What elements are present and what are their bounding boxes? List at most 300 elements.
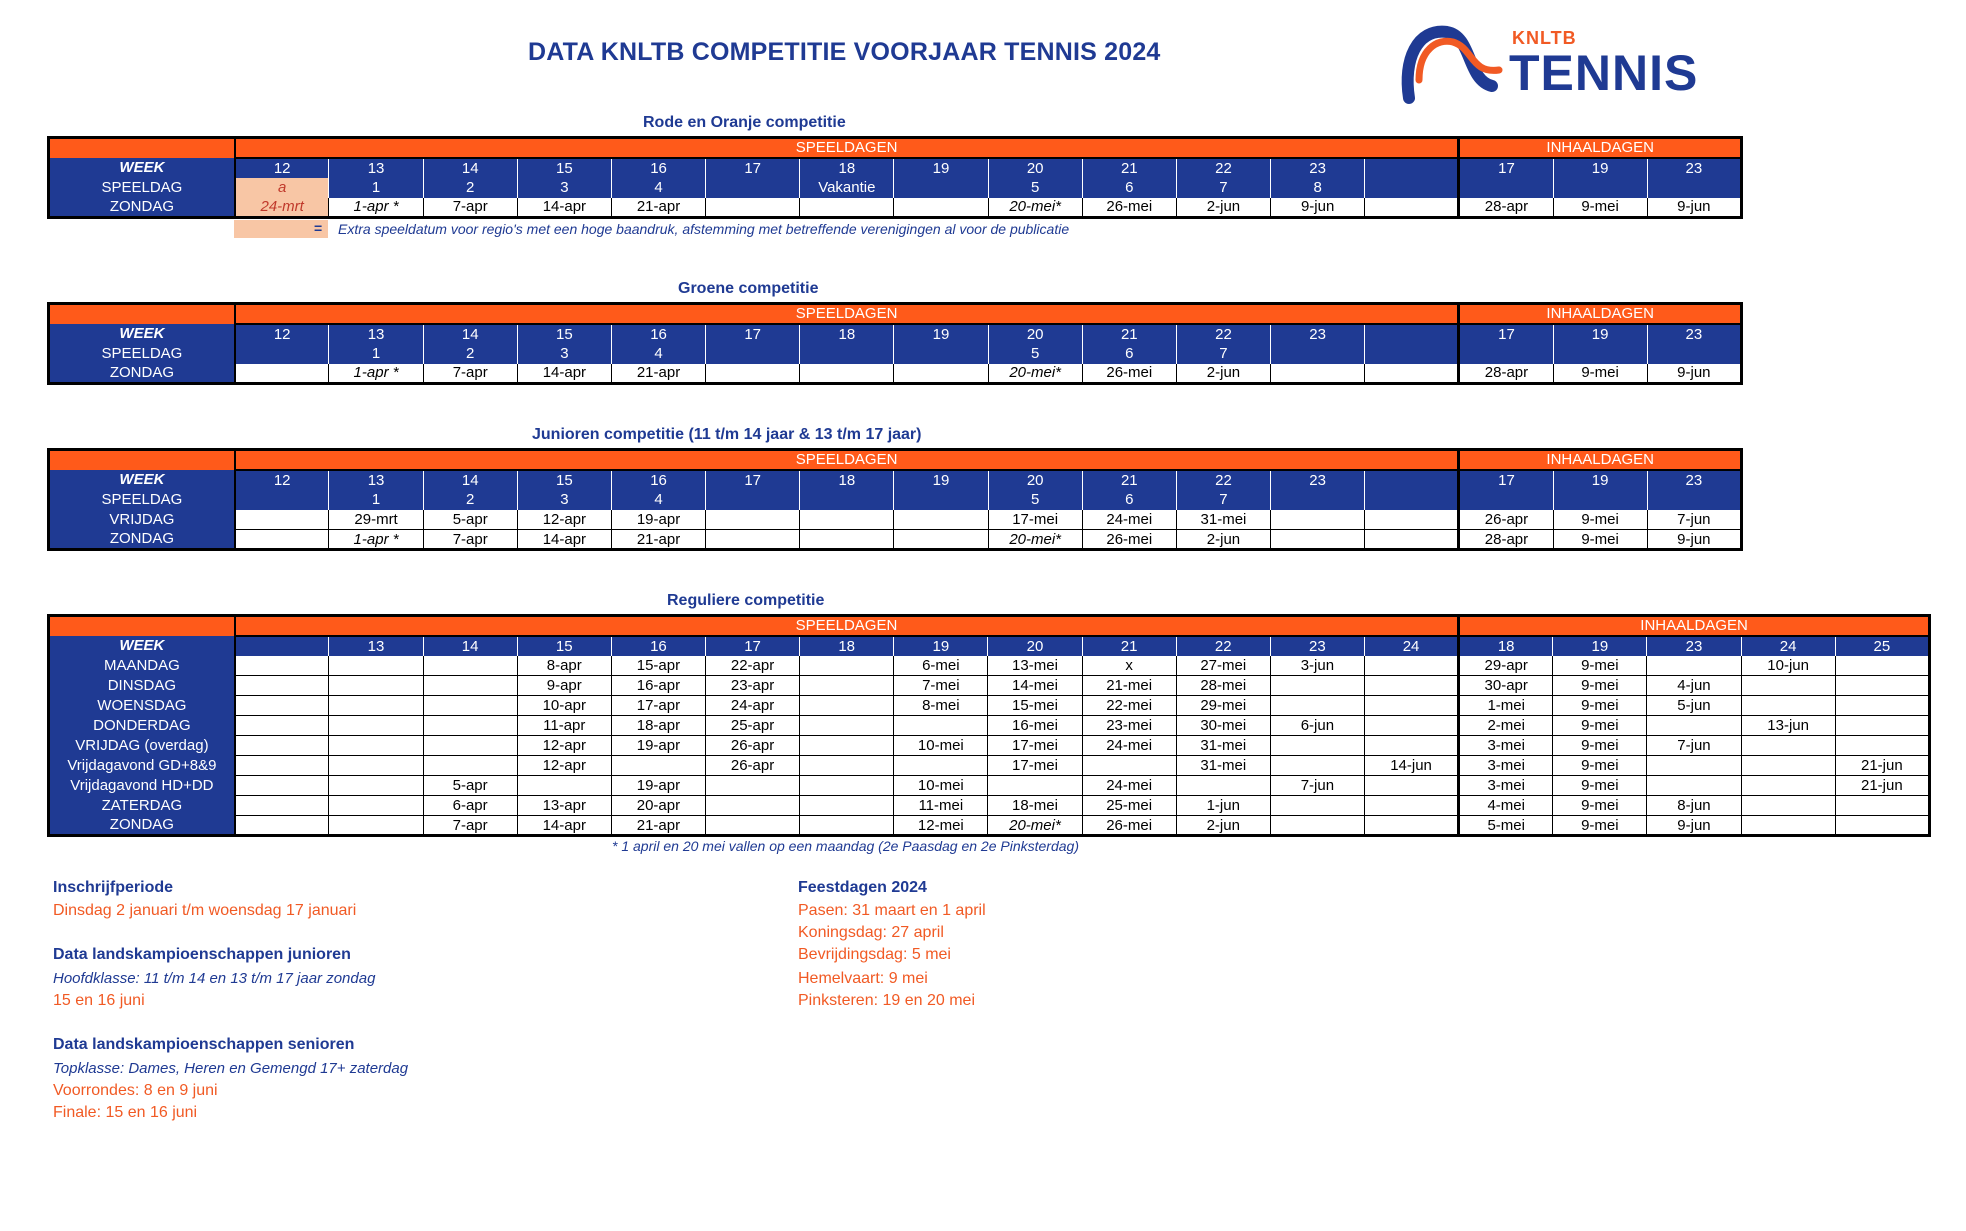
legend-equals: =	[314, 220, 323, 236]
speeldag-number	[1271, 490, 1365, 510]
week-number: 18	[800, 470, 894, 490]
row-label-speeldag: SPEELDAG	[49, 178, 235, 198]
inhaal-date-cell: 4-jun	[1647, 676, 1741, 696]
week-number: 20	[988, 324, 1082, 344]
inhaal-date-cell: 3-mei	[1459, 776, 1553, 796]
inhaal-week-number: 19	[1553, 324, 1647, 344]
date-cell: 31-mei	[1176, 736, 1270, 756]
speeldag-inhaal	[1459, 490, 1553, 510]
speeldag-number	[1271, 344, 1365, 364]
date-cell: 5-apr	[423, 510, 517, 530]
date-cell: 12-apr	[517, 756, 611, 776]
week-number: 15	[517, 636, 611, 656]
date-cell: 31-mei	[1176, 756, 1270, 776]
week-number: 15	[517, 158, 611, 178]
inhaal-date-cell	[1835, 696, 1929, 716]
week-number: 24	[1364, 636, 1458, 656]
inhaal-date-cell	[1835, 736, 1929, 756]
inhaal-date-cell: 5-jun	[1647, 696, 1741, 716]
date-cell: 24-mei	[1082, 736, 1176, 756]
speeldag-number: 1	[329, 490, 423, 510]
speeldag-inhaal	[1647, 178, 1741, 198]
date-cell: 19-apr	[611, 776, 705, 796]
week-number: 14	[423, 158, 517, 178]
speeldag-inhaal	[1553, 490, 1647, 510]
date-cell: 13-apr	[517, 796, 611, 816]
date-cell	[705, 816, 799, 836]
date-cell: 2-jun	[1176, 530, 1270, 550]
inhaal-date-cell	[1741, 736, 1835, 756]
inhaal-date-cell: 29-apr	[1459, 656, 1553, 676]
date-cell: 8-mei	[894, 696, 988, 716]
date-cell	[894, 510, 988, 530]
inhaal-date-cell	[1647, 776, 1741, 796]
speeldag-number	[1365, 344, 1459, 364]
date-cell: 9-apr	[517, 676, 611, 696]
date-cell	[1270, 816, 1364, 836]
inhaal-week-number: 19	[1553, 636, 1647, 656]
week-number: 22	[1176, 158, 1270, 178]
week-number: 14	[423, 636, 517, 656]
speeldag-number: 8	[1271, 178, 1365, 198]
week-number: 16	[611, 470, 705, 490]
date-cell: 26-mei	[1082, 198, 1176, 218]
inhaal-date-cell: 1-mei	[1459, 696, 1553, 716]
date-cell: 17-apr	[611, 696, 705, 716]
date-cell	[1270, 796, 1364, 816]
speeldag-number	[1365, 490, 1459, 510]
week-number: 13	[329, 470, 423, 490]
legend-text: Extra speeldatum voor regio's met een hoge baandruk, afstemming met betreffende verenigingen al voor de publicatie	[338, 221, 1070, 237]
date-cell: 26-mei	[1082, 816, 1176, 836]
week-number: 17	[706, 470, 800, 490]
date-cell: 24-mei	[1082, 510, 1176, 530]
speeldag-number: 5	[988, 178, 1082, 198]
date-cell	[894, 364, 988, 384]
info-line: Topklasse: Dames, Heren en Gemengd 17+ zaterdag	[53, 1060, 409, 1077]
date-cell	[1270, 736, 1364, 756]
speeldag-inhaal	[1553, 178, 1647, 198]
date-cell: 26-mei	[1082, 364, 1176, 384]
speeldag-number	[800, 344, 894, 364]
date-cell: 20-mei*	[988, 816, 1082, 836]
date-cell	[1176, 776, 1270, 796]
date-cell: 21-apr	[611, 530, 705, 550]
date-cell: 6-jun	[1270, 716, 1364, 736]
week-number: 19	[894, 470, 988, 490]
row-label-day: VRIJDAG	[49, 510, 235, 530]
table-junioren	[47, 448, 1743, 551]
inhaal-date-cell: 9-mei	[1553, 816, 1647, 836]
week-number: 13	[329, 636, 423, 656]
week-number: 13	[329, 324, 423, 344]
speeldag-inhaal	[1459, 178, 1553, 198]
date-cell	[517, 776, 611, 796]
speeldag-number: 5	[988, 490, 1082, 510]
date-cell: 25-apr	[705, 716, 799, 736]
inhaal-date-cell: 7-jun	[1647, 510, 1741, 530]
date-cell: 27-mei	[1176, 656, 1270, 676]
date-cell: 16-apr	[611, 676, 705, 696]
date-cell: 13-mei	[988, 656, 1082, 676]
inhaal-week-number: 23	[1647, 324, 1741, 344]
speeldag-number: 3	[517, 178, 611, 198]
date-cell: 7-mei	[894, 676, 988, 696]
week-number: 20	[988, 470, 1082, 490]
inhaal-date-cell	[1835, 656, 1929, 676]
inhaal-week-number: 17	[1459, 470, 1553, 490]
date-cell	[329, 796, 423, 816]
info-line: Hoofdklasse: 11 t/m 14 en 13 t/m 17 jaar zondag	[53, 970, 376, 987]
date-cell: 11-mei	[894, 796, 988, 816]
date-cell: 2-jun	[1176, 364, 1270, 384]
speeldag-number: a	[235, 178, 329, 198]
date-cell: 14-apr	[517, 816, 611, 836]
date-cell	[329, 756, 423, 776]
row-label-day: DINSDAG	[49, 676, 235, 696]
inhaal-date-cell: 2-mei	[1459, 716, 1553, 736]
date-cell: 22-apr	[705, 656, 799, 676]
date-cell	[423, 696, 517, 716]
inhaal-date-cell: 9-mei	[1553, 756, 1647, 776]
date-cell: x	[1082, 656, 1176, 676]
inhaal-week-number: 19	[1553, 158, 1647, 178]
date-cell: 5-apr	[423, 776, 517, 796]
speeldag-number: 2	[423, 178, 517, 198]
week-number: 14	[423, 324, 517, 344]
week-number: 21	[1082, 324, 1176, 344]
row-label-week: WEEK	[49, 636, 235, 656]
inhaal-date-cell: 5-mei	[1459, 816, 1553, 836]
week-number: 16	[611, 636, 705, 656]
date-cell	[800, 530, 894, 550]
date-cell	[1270, 676, 1364, 696]
inhaal-date-cell: 9-jun	[1647, 816, 1741, 836]
inhaal-date-cell: 9-mei	[1553, 776, 1647, 796]
date-cell: 23-mei	[1082, 716, 1176, 736]
info-heading: Data landskampioenschappen junioren	[53, 946, 351, 963]
date-cell: 10-mei	[894, 736, 988, 756]
date-cell: 24-mei	[1082, 776, 1176, 796]
inhaal-date-cell: 9-mei	[1553, 676, 1647, 696]
row-label-day: VRIJDAG (overdag)	[49, 736, 235, 756]
date-cell: 1-apr *	[329, 198, 423, 218]
week-number: 16	[611, 158, 705, 178]
inhaal-week-number: 23	[1647, 158, 1741, 178]
week-number: 15	[517, 324, 611, 344]
inhaal-date-cell: 13-jun	[1741, 716, 1835, 736]
speeldag-inhaal	[1553, 344, 1647, 364]
week-number: 12	[235, 470, 329, 490]
week-number	[1365, 324, 1459, 344]
week-number: 15	[517, 470, 611, 490]
speeldag-number	[894, 344, 988, 364]
date-cell: 1-apr *	[329, 530, 423, 550]
date-cell: 17-mei	[988, 510, 1082, 530]
inhaaldagen-header: INHAALDAGEN	[1459, 138, 1742, 158]
speeldag-number: 4	[611, 344, 705, 364]
speeldag-number	[706, 178, 800, 198]
inhaal-date-cell: 9-jun	[1647, 364, 1741, 384]
speeldag-inhaal	[1647, 344, 1741, 364]
row-label-day: WOENSDAG	[49, 696, 235, 716]
date-cell	[800, 510, 894, 530]
date-cell	[894, 198, 988, 218]
date-cell: 21-apr	[611, 364, 705, 384]
inhaal-date-cell: 28-apr	[1459, 198, 1553, 218]
date-cell	[235, 756, 329, 776]
row-label-week: WEEK	[49, 158, 235, 178]
week-number: 22	[1176, 636, 1270, 656]
inhaal-date-cell: 7-jun	[1647, 736, 1741, 756]
date-cell	[1365, 510, 1459, 530]
inhaal-date-cell	[1741, 816, 1835, 836]
date-cell: 15-mei	[988, 696, 1082, 716]
date-cell	[423, 756, 517, 776]
date-cell	[235, 716, 329, 736]
inhaal-date-cell	[1741, 776, 1835, 796]
row-label-day: ZATERDAG	[49, 796, 235, 816]
info-line: Voorrondes: 8 en 9 juni	[53, 1082, 218, 1099]
week-number: 20	[988, 636, 1082, 656]
inhaal-date-cell: 9-mei	[1553, 796, 1647, 816]
speeldag-number: 2	[423, 344, 517, 364]
date-cell: 29-mrt	[329, 510, 423, 530]
date-cell	[800, 198, 894, 218]
date-cell: 2-jun	[1176, 816, 1270, 836]
date-cell: 24-mrt	[235, 198, 329, 218]
date-cell	[706, 510, 800, 530]
header-corner	[49, 616, 235, 636]
week-number: 19	[894, 158, 988, 178]
date-cell: 19-apr	[611, 510, 705, 530]
date-cell: 19-apr	[611, 736, 705, 756]
date-cell	[1364, 696, 1458, 716]
date-cell	[800, 696, 894, 716]
date-cell: 7-apr	[423, 364, 517, 384]
speeldag-number: 4	[611, 178, 705, 198]
speeldag-number	[235, 490, 329, 510]
date-cell	[329, 816, 423, 836]
week-number: 20	[988, 158, 1082, 178]
speeldag-number: 3	[517, 344, 611, 364]
week-number: 21	[1082, 470, 1176, 490]
speeldagen-header: SPEELDAGEN	[235, 616, 1459, 636]
date-cell: 21-apr	[611, 198, 705, 218]
speeldag-number: 4	[611, 490, 705, 510]
table-title-reguliere: Reguliere competitie	[667, 592, 825, 609]
date-cell	[235, 776, 329, 796]
speeldag-number: 6	[1082, 344, 1176, 364]
date-cell	[800, 716, 894, 736]
speeldag-number: 1	[329, 178, 423, 198]
date-cell	[1364, 776, 1458, 796]
week-number: 18	[800, 158, 894, 178]
date-cell	[1364, 716, 1458, 736]
info-line: Bevrijdingsdag: 5 mei	[798, 946, 951, 963]
week-number: 18	[800, 636, 894, 656]
inhaal-date-cell: 9-mei	[1553, 530, 1647, 550]
week-number: 21	[1082, 636, 1176, 656]
date-cell	[1271, 530, 1365, 550]
date-cell	[706, 198, 800, 218]
row-label-day: Vrijdagavond GD+8&9	[49, 756, 235, 776]
inhaal-week-number: 23	[1647, 636, 1741, 656]
week-number: 17	[706, 324, 800, 344]
row-label-day: Vrijdagavond HD+DD	[49, 776, 235, 796]
date-cell	[706, 364, 800, 384]
row-label-day: ZONDAG	[49, 530, 235, 550]
date-cell: 17-mei	[988, 756, 1082, 776]
inhaal-week-number: 24	[1741, 636, 1835, 656]
inhaaldagen-header: INHAALDAGEN	[1459, 616, 1930, 636]
date-cell: 14-jun	[1364, 756, 1458, 776]
week-number: 22	[1176, 324, 1270, 344]
date-cell: 14-apr	[517, 198, 611, 218]
inhaal-date-cell: 9-mei	[1553, 510, 1647, 530]
inhaal-date-cell	[1835, 816, 1929, 836]
inhaal-date-cell: 30-apr	[1459, 676, 1553, 696]
date-cell	[1365, 364, 1459, 384]
inhaal-date-cell: 9-mei	[1553, 364, 1647, 384]
speeldagen-header: SPEELDAGEN	[235, 450, 1459, 470]
speeldag-number	[235, 344, 329, 364]
info-line: Koningsdag: 27 april	[798, 924, 944, 941]
knltb-tennis-logo	[1397, 20, 1699, 112]
inhaal-date-cell: 26-apr	[1459, 510, 1553, 530]
date-cell: 21-mei	[1082, 676, 1176, 696]
inhaal-date-cell	[1835, 676, 1929, 696]
speeldag-number: 3	[517, 490, 611, 510]
inhaal-date-cell	[1835, 716, 1929, 736]
date-cell: 28-mei	[1176, 676, 1270, 696]
date-cell: 26-mei	[1082, 530, 1176, 550]
date-cell	[705, 796, 799, 816]
date-cell	[1270, 696, 1364, 716]
header-corner	[49, 450, 235, 470]
date-cell	[800, 816, 894, 836]
date-cell	[894, 530, 988, 550]
inhaal-week-number: 17	[1459, 324, 1553, 344]
row-label-speeldag: SPEELDAG	[49, 344, 235, 364]
header-corner	[49, 138, 235, 158]
date-cell	[423, 736, 517, 756]
inhaal-date-cell: 9-jun	[1647, 530, 1741, 550]
inhaal-date-cell: 21-jun	[1835, 756, 1929, 776]
table-groene	[47, 302, 1743, 385]
inhaal-week-number: 23	[1647, 470, 1741, 490]
speeldag-number	[800, 490, 894, 510]
date-cell: 20-apr	[611, 796, 705, 816]
week-number: 12	[235, 158, 329, 178]
row-label-week: WEEK	[49, 470, 235, 490]
date-cell	[423, 656, 517, 676]
date-cell	[329, 676, 423, 696]
date-cell	[988, 776, 1082, 796]
date-cell	[1364, 656, 1458, 676]
inhaal-date-cell	[1741, 756, 1835, 776]
inhaaldagen-header: INHAALDAGEN	[1459, 304, 1742, 324]
date-cell	[235, 530, 329, 550]
row-label-day: ZONDAG	[49, 198, 235, 218]
date-cell: 7-apr	[423, 530, 517, 550]
inhaal-date-cell	[1647, 716, 1741, 736]
info-line: Pasen: 31 maart en 1 april	[798, 902, 986, 919]
date-cell: 3-jun	[1270, 656, 1364, 676]
footnote: * 1 april en 20 mei vallen op een maandag (2e Paasdag en 2e Pinksterdag)	[612, 838, 1079, 854]
date-cell	[235, 364, 329, 384]
date-cell: 1-apr *	[329, 364, 423, 384]
date-cell	[235, 696, 329, 716]
inhaal-date-cell: 3-mei	[1459, 736, 1553, 756]
inhaaldagen-header: INHAALDAGEN	[1459, 450, 1742, 470]
table-title-groene: Groene competitie	[678, 280, 819, 297]
inhaal-date-cell: 9-mei	[1553, 198, 1647, 218]
date-cell: 14-mei	[988, 676, 1082, 696]
date-cell	[235, 796, 329, 816]
week-number: 14	[423, 470, 517, 490]
week-number: 23	[1271, 158, 1365, 178]
inhaal-date-cell: 8-jun	[1647, 796, 1741, 816]
date-cell	[1364, 816, 1458, 836]
week-number: 23	[1271, 324, 1365, 344]
inhaal-date-cell	[1835, 796, 1929, 816]
date-cell: 6-mei	[894, 656, 988, 676]
date-cell	[800, 756, 894, 776]
speeldagen-header: SPEELDAGEN	[235, 138, 1459, 158]
inhaal-date-cell	[1741, 676, 1835, 696]
week-number: 23	[1270, 636, 1364, 656]
page-title: DATA KNLTB COMPETITIE VOORJAAR TENNIS 2024	[528, 38, 1161, 66]
inhaal-week-number: 17	[1459, 158, 1553, 178]
week-number: 12	[235, 324, 329, 344]
speeldag-number: 7	[1176, 490, 1270, 510]
table-title-junioren: Junioren competitie (11 t/m 14 jaar & 13 t/m 17 jaar)	[532, 426, 922, 443]
table-title-rode-oranje: Rode en Oranje competitie	[643, 114, 846, 131]
date-cell: 2-jun	[1176, 198, 1270, 218]
date-cell: 26-apr	[705, 736, 799, 756]
speeldag-number	[706, 344, 800, 364]
date-cell: 10-apr	[517, 696, 611, 716]
inhaal-date-cell	[1741, 796, 1835, 816]
date-cell: 7-apr	[423, 198, 517, 218]
date-cell	[329, 656, 423, 676]
speeldag-inhaal	[1459, 344, 1553, 364]
info-heading: Inschrijfperiode	[53, 879, 174, 896]
date-cell	[706, 530, 800, 550]
date-cell: 1-jun	[1176, 796, 1270, 816]
date-cell: 12-mei	[894, 816, 988, 836]
speeldag-number: 6	[1082, 490, 1176, 510]
date-cell	[800, 676, 894, 696]
date-cell	[1271, 364, 1365, 384]
speeldag-number: Vakantie	[800, 178, 894, 198]
date-cell: 11-apr	[517, 716, 611, 736]
date-cell: 14-apr	[517, 530, 611, 550]
date-cell	[423, 716, 517, 736]
speeldag-number: 2	[423, 490, 517, 510]
date-cell: 24-apr	[705, 696, 799, 716]
week-number: 16	[611, 324, 705, 344]
info-heading: Data landskampioenschappen senioren	[53, 1036, 355, 1053]
date-cell	[1364, 736, 1458, 756]
inhaal-date-cell	[1647, 756, 1741, 776]
row-label-day: ZONDAG	[49, 816, 235, 836]
date-cell: 17-mei	[988, 736, 1082, 756]
week-number: 19	[894, 324, 988, 344]
date-cell: 9-jun	[1271, 198, 1365, 218]
inhaal-date-cell: 28-apr	[1459, 530, 1553, 550]
